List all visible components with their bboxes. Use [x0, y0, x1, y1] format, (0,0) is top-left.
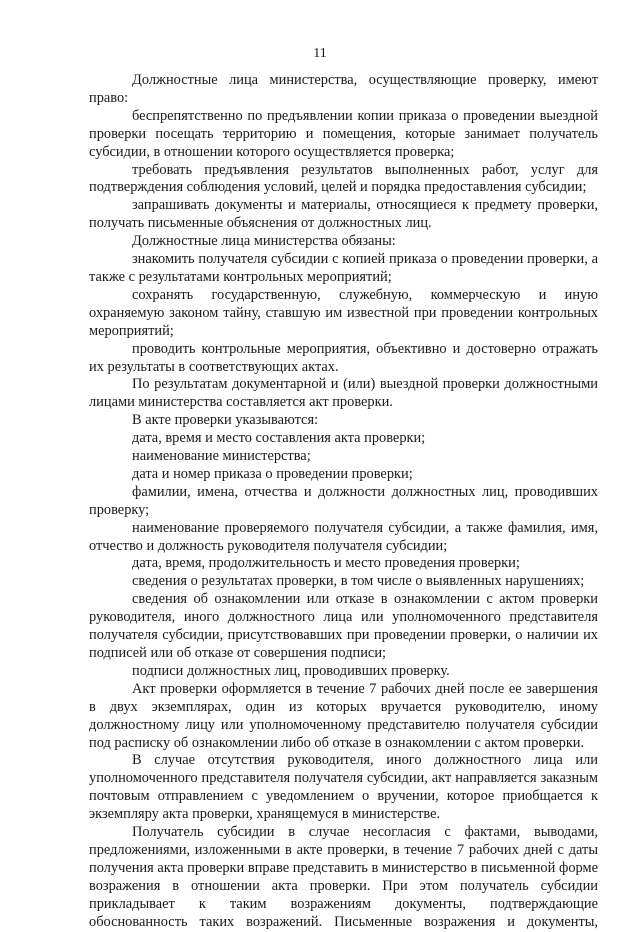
paragraph-right-request-documents: запрашивать документы и материалы, относящиеся к предмету проверки, получать письменные объяснения от должностных лиц.	[89, 197, 598, 232]
paragraph-act-mailing: В случае отсутствия руководителя, иного должностного лица или уполномоченного представителя получателя субсидии, акт направляется заказным почтовым отправлением с уведомлением о вручении, которое приобщается к экземпляру акта проверки, хранящемуся в министерстве.	[89, 752, 598, 823]
paragraph-act-item-signatures: подписи должностных лиц, проводивших проверку.	[132, 662, 450, 679]
paragraph-duty-objective: проводить контрольные мероприятия, объективно и достоверно отражать их результаты в соответствующих актах.	[89, 340, 598, 375]
paragraph-inspectors-duties: Должностные лица министерства обязаны:	[132, 233, 396, 250]
paragraph-objections: Получатель субсидии в случае несогласия с фактами, выводами, предложениями, изложенными в акте проверки, в течение 7 рабочих дней с даты получения акта проверки вправе представить в министерство в письменной форме возражения в отношении акта проверки. При этом получатель субсидии прикладывает к таким возражениям документы, подтверждающие обоснованность таких возражений. Письменные возражения и документы,	[89, 824, 598, 930]
document-body	[89, 72, 598, 932]
paragraph-right-access: беспрепятственно по предъявлении копии приказа о проведении выездной проверки посещать территорию и помещения, которые занимает получатель субсидии, в отношении которого осуществляется проверка;	[89, 107, 598, 160]
paragraph-act-item-recipient: наименование проверяемого получателя субсидии, а также фамилия, имя, отчество и должность руководителя получателя субсидии;	[89, 519, 598, 554]
paragraph-act-item-officials: фамилии, имена, отчества и должности должностных лиц, проводивших проверку;	[89, 483, 598, 518]
paragraph-act-item-duration: дата, время, продолжительность и место проведения проверки;	[132, 555, 520, 572]
paragraph-duty-acquaint: знакомить получателя субсидии с копией приказа о проведении проверки, а также с результатами контрольных мероприятий;	[89, 251, 598, 285]
paragraph-duty-confidentiality: сохранять государственную, служебную, коммерческую и иную охраняемую законом тайну, ставшую им известной при проведении контрольных мероприятий;	[89, 286, 598, 339]
page-number: 11	[313, 46, 327, 61]
paragraph-right-demand-results: требовать предъявления результатов выполненных работ, услуг для подтверждения соблюдения условий, целей и порядка предоставления субсидии;	[89, 161, 598, 196]
paragraph-act-drawn-up: По результатам документарной и (или) выездной проверки должностными лицами министерства составляется акт проверки.	[89, 376, 598, 411]
paragraph-act-item-acquaintance: сведения об ознакомлении или отказе в ознакомлении с актом проверки руководителя, иного должностного лица или уполномоченного представителя получателя субсидии, присутствовавших при проведении проверки, о наличии их подписей или об отказе от совершения подписи;	[89, 591, 598, 661]
paragraph-act-item-order: дата и номер приказа о проведении проверки;	[132, 465, 413, 482]
paragraph-act-item-results: сведения о результатах проверки, в том числе о выявленных нарушениях;	[132, 573, 585, 590]
paragraph-act-item-ministry: наименование министерства;	[132, 448, 311, 465]
paragraph-act-item-date-place: дата, время и место составления акта проверки;	[132, 430, 426, 447]
paragraph-act-contents-intro: В акте проверки указываются:	[132, 412, 319, 429]
paragraph-act-execution: Акт проверки оформляется в течение 7 рабочих дней после ее завершения в двух экземплярах, один из которых вручается руководителю, иному должностному лицу или уполномоченному представителю получателя субсидии под расписку об ознакомлении либо об отказе в ознакомлении с актом проверки.	[89, 680, 598, 751]
paragraph-inspectors-rights: Должностные лица министерства, осуществляющие проверку, имеют право:	[89, 72, 598, 106]
